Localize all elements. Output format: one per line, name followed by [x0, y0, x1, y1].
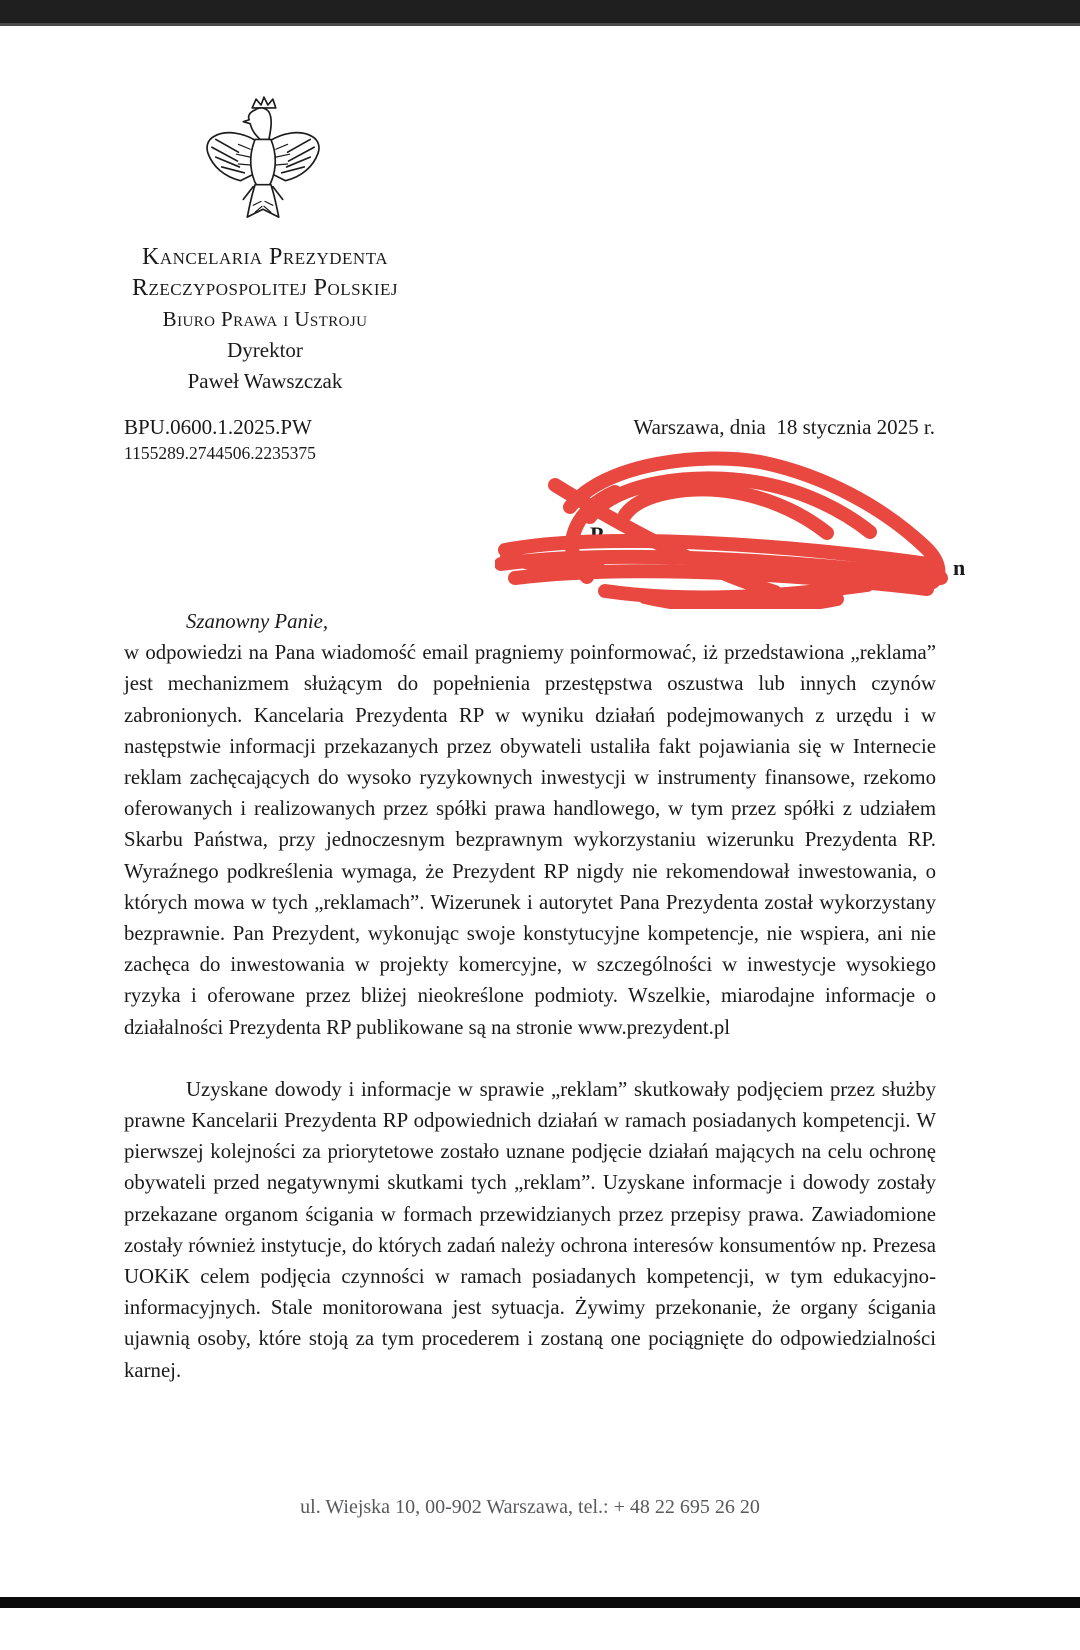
recipient-line2-fragment-end: n: [953, 555, 966, 580]
signatory-name: Paweł Wawszczak: [187, 369, 343, 393]
scan-top-black-bar: [0, 0, 1080, 23]
paragraph-1: w odpowiedzi na Pana wiadomość email pragniemy poinformować, iż przedstawiona „reklama” jest mechanizmem służącym do popełnienia przestępstwa oszustwa lub innych czynów zabronionych. Kancelaria Prezydenta RP w wyniku działań podejmowanych z urzędu i w następstwie informacji przekazanych przez obywateli ustaliła fakt pojawiania się w Internecie reklam zachęcających do wysoko ryzykownych inwestycji w instrumenty finansowe, rzekomo oferowanych i realizowanych przez spółki prawa handlowego, w tym przez spółki z udziałem Skarbu Państwa, przy jednoczesnym bezprawnym wykorzystaniu wizerunku Prezydenta RP. Wyraźnego podkreślenia wymaga, że Prezydent RP nigdy nie rekomendował inwestowania, o których mowa w tych „reklamach”. Wizerunek i autorytet Pana Prezydenta został wykorzystany bezprawnie. Pan Prezydent, wykonując swoje konstytucyjne kompetencje, nie wspiera, ani nie zachęca do inwestowania w projekty komercyjne, w szczególności w inwestycje wysokiego ryzyka i oferowane przez bliżej nieokreślone podmioty. Wszelkie, miarodajne informacje o działalności Prezydenta RP publikowane są na stronie www.prezydent.pl: [124, 641, 936, 1039]
org-name-line1: Kancelaria Prezydenta: [141, 244, 389, 270]
polish-eagle-crest-icon: [204, 95, 322, 233]
salutation: Szanowny Panie,: [186, 610, 329, 633]
registry-number: 1155289.2744506.2235375: [124, 443, 316, 463]
signatory-role: Dyrektor: [227, 338, 303, 362]
letter-body: [124, 606, 936, 1386]
scan-bottom-black-bar: [0, 1597, 1080, 1608]
footer-address: ul. Wiejska 10, 00-902 Warszawa, tel.: + 48 22 695 26 20: [300, 1496, 760, 1518]
letterhead: [95, 242, 435, 397]
dateline: Warszawa, dnia 18 stycznia 2025 r.: [633, 415, 935, 439]
reference-block: [124, 414, 316, 466]
paragraph-2: Uzyskane dowody i informacje w sprawie „reklam” skutkowały podjęciem przez służby prawne Kancelarii Prezydenta RP odpowiednich działań w ramach posiadanych kompetencji. W pierwszej kolejności za priorytetowe zostało uznane podjęcie działań mających na celu ochronę obywateli przed negatywnymi skutkami tych „reklam”. Uzyskane informacje i dowody zostały przekazane organom ścigania w formach przewidzianych przez przepisy prawa. Zawiadomione zostały również instytucje, do których zadań należy ochrona interesów konsumentów np. Prezesa UOKiK celem podjęcia czynności w ramach posiadanych kompetencji, w tym edukacyjno-informacyjnych. Stale monitorowana jest sytuacja. Żywimy przekonanie, że organy ścigania ujawnią osoby, które stoją za tym procederem i zostaną one pociągnięte do odpowiedzialności karnej.: [124, 1077, 936, 1382]
scan-top-bar-edge: [0, 23, 1080, 26]
recipient-line2-fragment-start: E: [592, 555, 607, 580]
case-sign: BPU.0600.1.2025.PW: [124, 415, 312, 439]
org-name-line2: Rzeczypospolitej Polskiej: [131, 275, 399, 301]
recipient-line1-fragment: P: [590, 522, 604, 547]
red-scribble-redaction: [495, 437, 965, 609]
office-name: Biuro Prawa i Ustroju: [162, 307, 368, 331]
